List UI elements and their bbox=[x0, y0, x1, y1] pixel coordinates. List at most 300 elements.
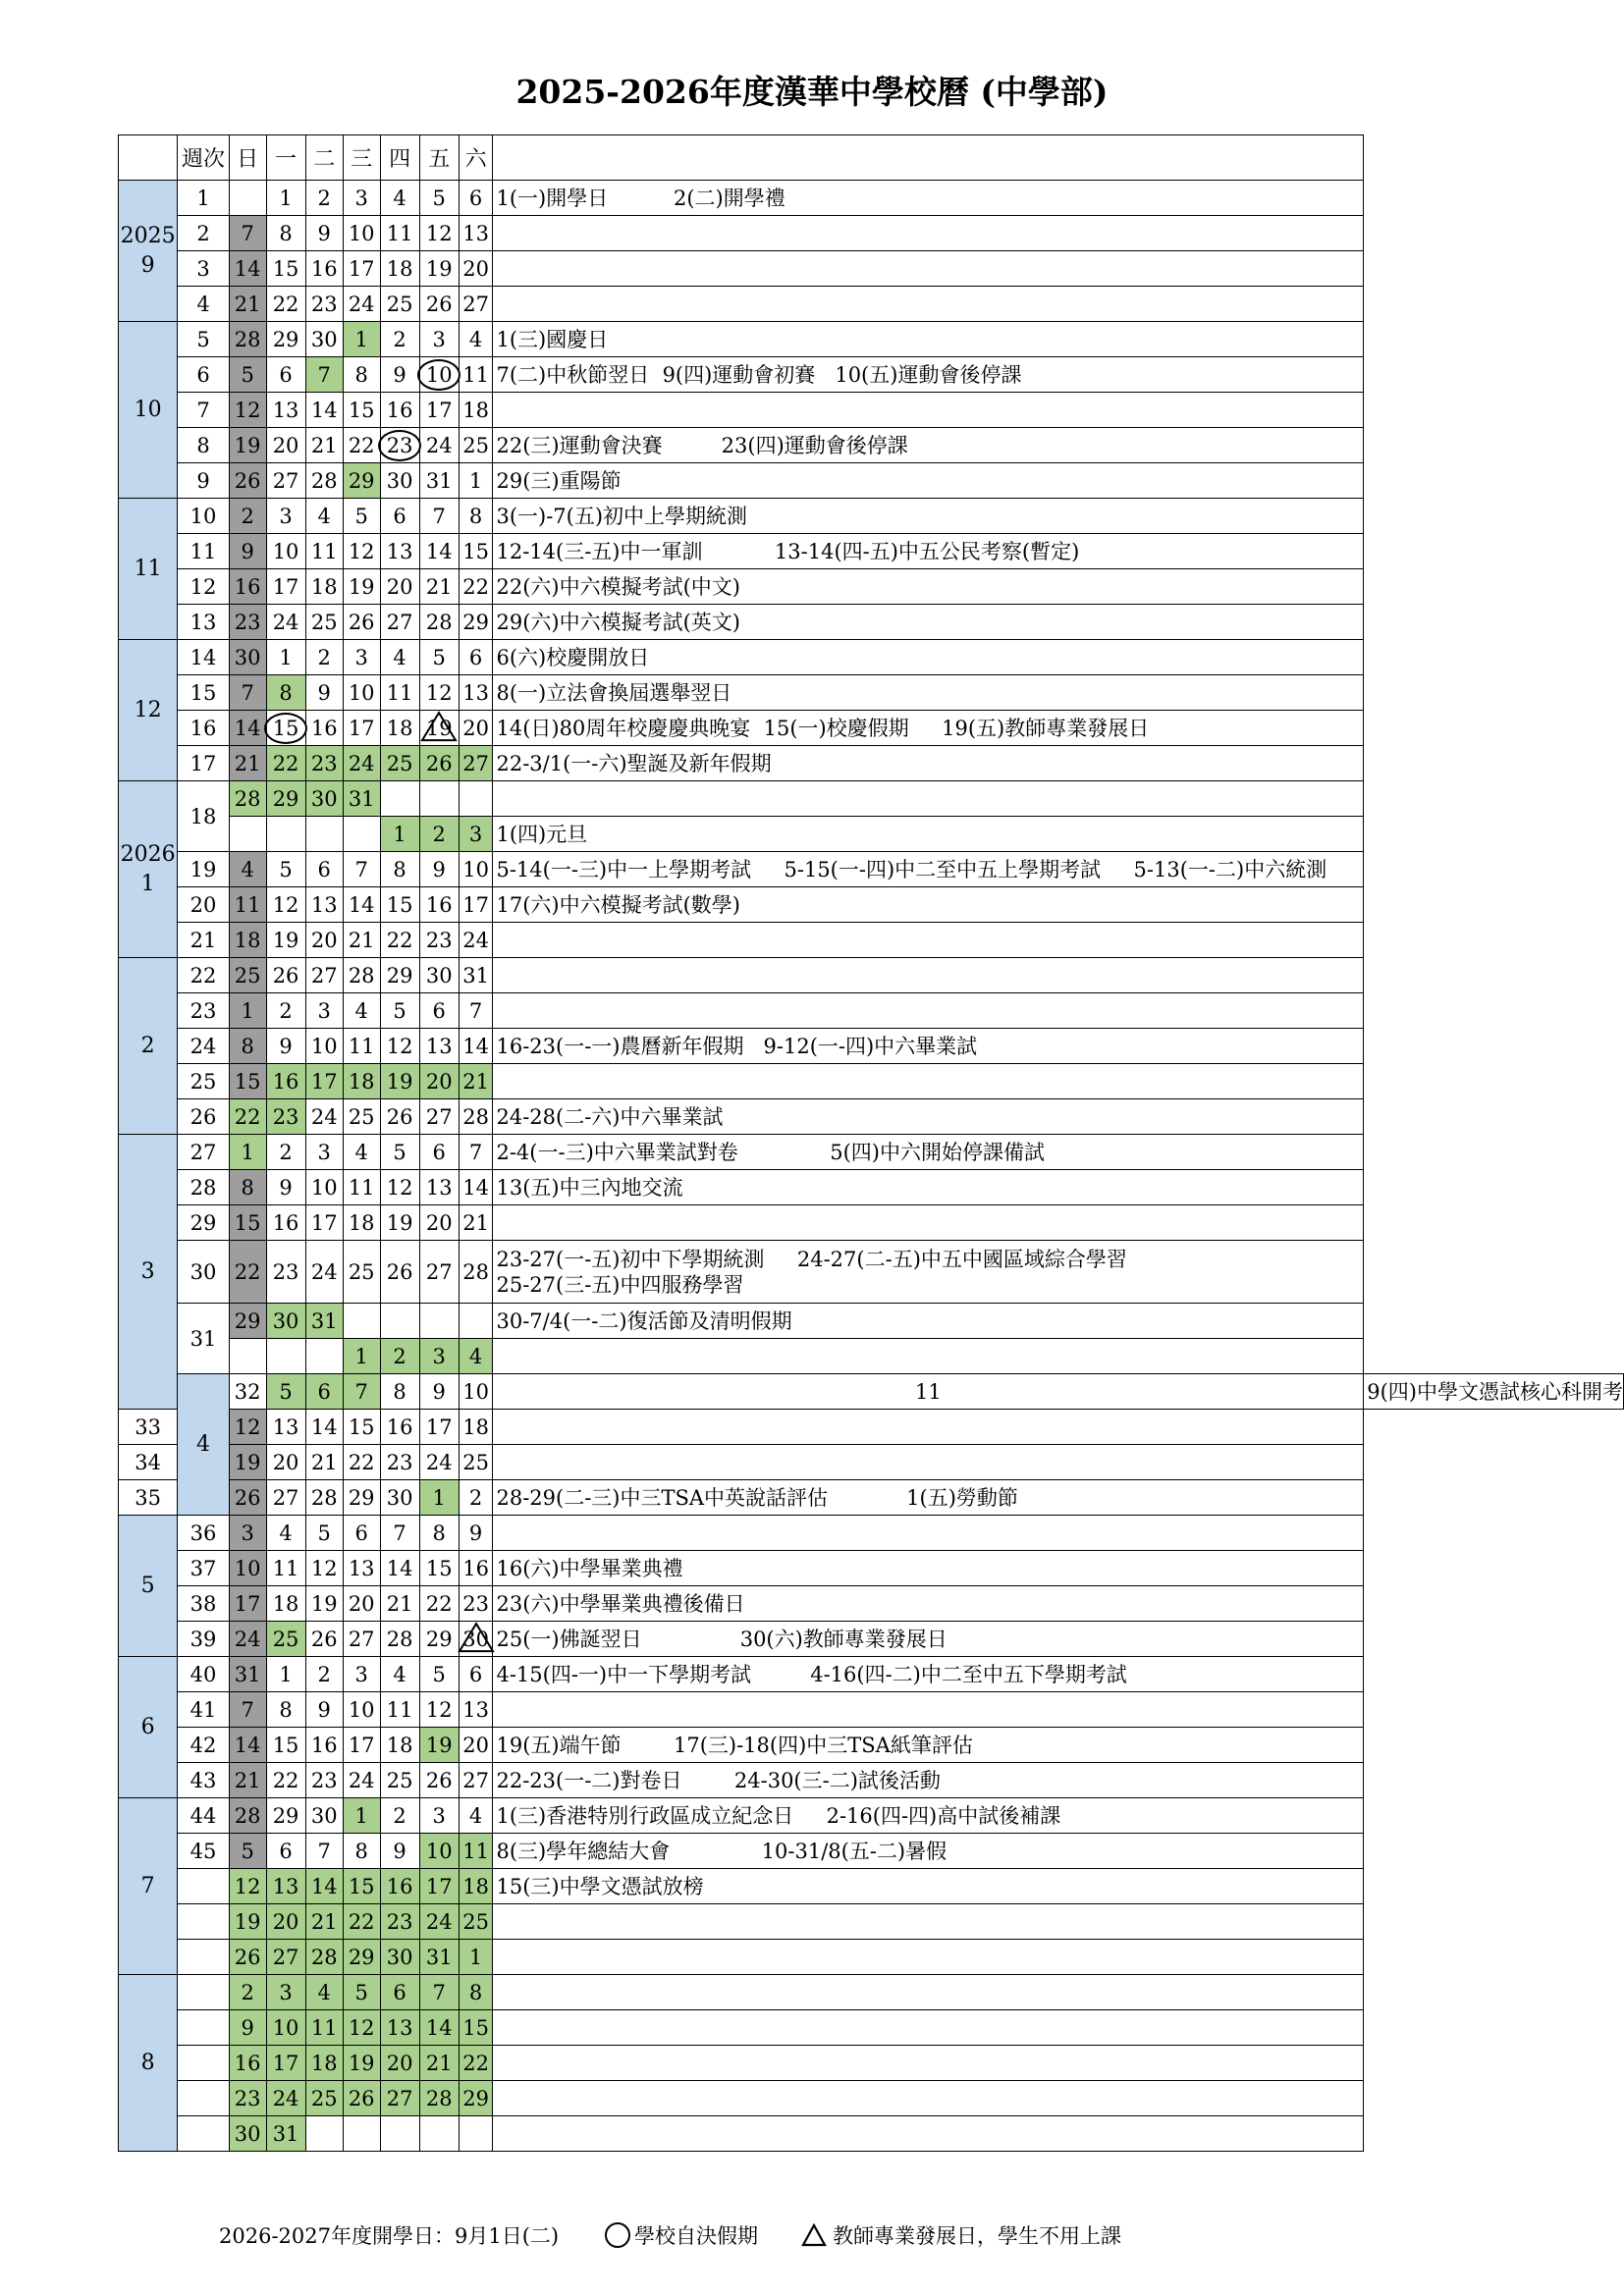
day-cell: 24 bbox=[266, 2081, 305, 2116]
triangle-day bbox=[424, 717, 454, 740]
day-cell: 25 bbox=[380, 287, 419, 322]
week-number bbox=[178, 2046, 229, 2081]
calendar-row bbox=[119, 1029, 1624, 1064]
day-cell: 15 bbox=[459, 2010, 493, 2046]
week-number: 8 bbox=[178, 428, 229, 463]
event-cell bbox=[493, 216, 1364, 251]
day-cell: 31 bbox=[419, 1940, 459, 1975]
event-cell bbox=[493, 993, 1364, 1029]
day-cell: 14 bbox=[229, 711, 266, 746]
event-text: 7(二)中秋節翌日 9(四)運動會初賽 10(五)運動會後停課 bbox=[496, 362, 1022, 387]
event-text: 22(三)運動會決賽 23(四)運動會後停課 bbox=[496, 433, 908, 457]
day-cell: 21 bbox=[305, 428, 343, 463]
day-cell: 6 bbox=[380, 1975, 419, 2010]
day-cell: 2 bbox=[459, 1480, 493, 1516]
day-cell: 12 bbox=[419, 216, 459, 251]
week-number: 45 bbox=[178, 1834, 229, 1869]
header-weekday: 日 bbox=[229, 135, 266, 181]
week-number: 34 bbox=[119, 1445, 178, 1480]
calendar-row bbox=[119, 216, 1624, 251]
calendar-row bbox=[119, 958, 1624, 993]
calendar-row bbox=[119, 605, 1624, 640]
day-cell: 10 bbox=[459, 852, 493, 887]
day-cell: 20 bbox=[419, 1064, 459, 1099]
event-cell bbox=[493, 1304, 1364, 1339]
week-number: 16 bbox=[178, 711, 229, 746]
day-cell: 26 bbox=[229, 463, 266, 499]
day-cell: 30 bbox=[229, 2116, 266, 2152]
event-cell bbox=[493, 569, 1364, 605]
day-cell: 26 bbox=[229, 1480, 266, 1516]
day-cell: 3 bbox=[305, 1135, 343, 1170]
month-label: 7 bbox=[119, 1798, 178, 1975]
day-cell: 4 bbox=[459, 322, 493, 357]
day-cell: 1 bbox=[229, 993, 266, 1029]
day-cell: 28 bbox=[343, 958, 380, 993]
week-number: 35 bbox=[119, 1480, 178, 1516]
day-cell: 7 bbox=[305, 1834, 343, 1869]
day-cell: 9 bbox=[305, 1692, 343, 1728]
day-cell: 7 bbox=[419, 499, 459, 534]
day-cell: 22 bbox=[343, 1904, 380, 1940]
day-cell: 5 bbox=[380, 993, 419, 1029]
day-cell: 20 bbox=[380, 2046, 419, 2081]
day-cell: 3 bbox=[343, 181, 380, 216]
week-number: 38 bbox=[178, 1586, 229, 1622]
day-cell: 21 bbox=[305, 1904, 343, 1940]
event-cell bbox=[493, 1869, 1364, 1904]
day-cell: 24 bbox=[343, 1763, 380, 1798]
day-cell: 6 bbox=[459, 640, 493, 675]
week-number: 28 bbox=[178, 1170, 229, 1205]
header-events bbox=[493, 135, 1364, 181]
week-number bbox=[178, 2010, 229, 2046]
day-cell: 16 bbox=[380, 393, 419, 428]
day-cell: 27 bbox=[380, 2081, 419, 2116]
day-cell: 11 bbox=[380, 216, 419, 251]
day-cell: 19 bbox=[343, 2046, 380, 2081]
day-cell: 21 bbox=[229, 1763, 266, 1798]
month-label: 10 bbox=[119, 322, 178, 499]
day-cell bbox=[419, 781, 459, 817]
day-cell: 27 bbox=[419, 1099, 459, 1135]
day-cell: 8 bbox=[343, 357, 380, 393]
week-number: 42 bbox=[178, 1728, 229, 1763]
day-cell: 15 bbox=[419, 1551, 459, 1586]
triangle-icon bbox=[801, 2223, 827, 2247]
circled-day: 15 bbox=[272, 716, 299, 740]
day-cell: 5 bbox=[419, 1657, 459, 1692]
calendar-row bbox=[119, 1586, 1624, 1622]
week-number: 5 bbox=[178, 322, 229, 357]
calendar-row bbox=[119, 993, 1624, 1029]
day-cell: 6 bbox=[266, 1834, 305, 1869]
day-cell: 15 bbox=[343, 1869, 380, 1904]
day-cell bbox=[459, 781, 493, 817]
day-cell: 29 bbox=[343, 1940, 380, 1975]
day-cell: 9 bbox=[419, 1374, 459, 1410]
event-text: 5-14(一-三)中一上學期考試 5-15(一-四)中二至中五上學期考試 5-13(一-二)中六統測 bbox=[496, 857, 1327, 881]
day-cell: 9 bbox=[305, 216, 343, 251]
day-cell: 7 bbox=[229, 1692, 266, 1728]
event-cell bbox=[493, 1904, 1364, 1940]
day-cell: 21 bbox=[229, 287, 266, 322]
day-cell: 8 bbox=[380, 1374, 419, 1410]
week-number: 12 bbox=[178, 569, 229, 605]
event-cell bbox=[493, 852, 1364, 887]
day-cell: 11 bbox=[380, 1692, 419, 1728]
day-cell: 27 bbox=[459, 287, 493, 322]
day-cell: 16 bbox=[419, 887, 459, 923]
day-cell: 10 bbox=[343, 1692, 380, 1728]
day-cell: 9 bbox=[380, 357, 419, 393]
day-cell: 24 bbox=[459, 923, 493, 958]
day-cell: 22 bbox=[229, 1241, 266, 1304]
week-number: 29 bbox=[178, 1205, 229, 1241]
day-cell: 6 bbox=[419, 993, 459, 1029]
calendar-row bbox=[119, 1551, 1624, 1586]
day-cell: 15 bbox=[459, 534, 493, 569]
day-cell: 23 bbox=[459, 1586, 493, 1622]
day-number: 19 bbox=[425, 716, 453, 740]
day-cell: 30 bbox=[305, 322, 343, 357]
month-label: 12 bbox=[119, 640, 178, 781]
day-cell: 11 bbox=[229, 887, 266, 923]
day-cell: 22 bbox=[266, 1763, 305, 1798]
day-cell: 15 bbox=[229, 1064, 266, 1099]
day-cell: 18 bbox=[380, 251, 419, 287]
event-cell bbox=[493, 958, 1364, 993]
day-cell: 2 bbox=[229, 1975, 266, 2010]
calendar-row bbox=[119, 852, 1624, 887]
day-cell: 18 bbox=[343, 1064, 380, 1099]
event-cell bbox=[493, 1622, 1364, 1657]
day-cell: 13 bbox=[380, 534, 419, 569]
day-cell: 30 bbox=[266, 1304, 305, 1339]
day-cell: 19 bbox=[380, 1205, 419, 1241]
event-cell bbox=[493, 2116, 1364, 2152]
day-cell: 29 bbox=[266, 1798, 305, 1834]
day-cell: 26 bbox=[305, 1622, 343, 1657]
day-cell: 16 bbox=[380, 1869, 419, 1904]
day-cell: 28 bbox=[305, 1940, 343, 1975]
event-text: 29(六)中六模擬考試(英文) bbox=[496, 610, 740, 634]
week-number: 44 bbox=[178, 1798, 229, 1834]
circle-legend bbox=[605, 2220, 758, 2250]
day-cell: 20 bbox=[459, 711, 493, 746]
month-label: 4 bbox=[178, 1374, 229, 1516]
day-cell bbox=[343, 817, 380, 852]
day-cell: 13 bbox=[343, 1551, 380, 1586]
month-label: 6 bbox=[119, 1657, 178, 1798]
calendar-row bbox=[119, 181, 1624, 216]
week-number: 3 bbox=[178, 251, 229, 287]
day-cell: 11 bbox=[380, 675, 419, 711]
day-cell: 23 bbox=[229, 605, 266, 640]
day-cell: 28 bbox=[305, 1480, 343, 1516]
day-cell: 5 bbox=[419, 181, 459, 216]
calendar-header-row bbox=[119, 135, 1624, 181]
day-cell: 2 bbox=[229, 499, 266, 534]
day-cell: 28 bbox=[380, 1622, 419, 1657]
day-cell: 16 bbox=[229, 2046, 266, 2081]
day-cell: 23 bbox=[380, 1904, 419, 1940]
day-cell: 8 bbox=[343, 1834, 380, 1869]
day-cell: 19 bbox=[266, 923, 305, 958]
circled-day: 23 bbox=[386, 433, 413, 457]
calendar-row bbox=[119, 1135, 1624, 1170]
day-cell: 7 bbox=[419, 1975, 459, 2010]
day-cell: 4 bbox=[380, 1657, 419, 1692]
day-cell bbox=[343, 2116, 380, 2152]
day-cell: 31 bbox=[343, 781, 380, 817]
day-cell: 5 bbox=[266, 1374, 305, 1410]
day-cell: 5 bbox=[266, 852, 305, 887]
week-number: 36 bbox=[178, 1516, 229, 1551]
day-cell: 7 bbox=[343, 1374, 380, 1410]
day-cell: 17 bbox=[343, 711, 380, 746]
day-cell: 18 bbox=[380, 711, 419, 746]
day-cell: 30 bbox=[380, 463, 419, 499]
day-cell: 4 bbox=[305, 499, 343, 534]
day-cell: 12 bbox=[266, 887, 305, 923]
day-cell bbox=[266, 711, 305, 746]
day-cell: 14 bbox=[419, 534, 459, 569]
week-number: 21 bbox=[178, 923, 229, 958]
day-cell: 9 bbox=[380, 1834, 419, 1869]
day-cell: 29 bbox=[380, 958, 419, 993]
day-cell: 14 bbox=[459, 1170, 493, 1205]
day-cell: 18 bbox=[459, 1410, 493, 1445]
day-cell: 29 bbox=[459, 605, 493, 640]
calendar-table bbox=[118, 134, 1624, 2152]
day-cell: 23 bbox=[266, 1241, 305, 1304]
day-cell: 5 bbox=[229, 1834, 266, 1869]
day-cell: 20 bbox=[343, 1586, 380, 1622]
day-cell: 16 bbox=[305, 711, 343, 746]
event-cell bbox=[493, 817, 1364, 852]
day-cell: 17 bbox=[305, 1064, 343, 1099]
day-cell: 5 bbox=[343, 499, 380, 534]
day-cell: 14 bbox=[305, 1869, 343, 1904]
day-cell: 16 bbox=[229, 569, 266, 605]
day-cell: 29 bbox=[229, 1304, 266, 1339]
day-cell: 10 bbox=[266, 2010, 305, 2046]
day-cell: 21 bbox=[419, 569, 459, 605]
day-cell: 23 bbox=[305, 1763, 343, 1798]
day-cell: 17 bbox=[419, 393, 459, 428]
day-cell: 16 bbox=[305, 251, 343, 287]
day-cell: 7 bbox=[459, 993, 493, 1029]
circle-legend-label: 學校自決假期 bbox=[634, 2224, 758, 2248]
day-cell: 12 bbox=[229, 393, 266, 428]
day-cell: 18 bbox=[266, 1586, 305, 1622]
day-cell: 24 bbox=[419, 428, 459, 463]
event-cell bbox=[1364, 1374, 1624, 1410]
day-cell: 28 bbox=[229, 1798, 266, 1834]
day-cell: 13 bbox=[459, 1692, 493, 1728]
day-cell: 13 bbox=[266, 1410, 305, 1445]
day-cell: 3 bbox=[229, 1516, 266, 1551]
day-cell: 7 bbox=[229, 675, 266, 711]
day-cell: 30 bbox=[305, 1798, 343, 1834]
event-cell bbox=[493, 1657, 1364, 1692]
event-text: 16-23(一-一)農曆新年假期 9-12(一-四)中六畢業試 bbox=[496, 1034, 978, 1058]
calendar-row bbox=[119, 1622, 1624, 1657]
day-cell: 9 bbox=[229, 534, 266, 569]
calendar-row bbox=[119, 1241, 1624, 1304]
day-cell: 18 bbox=[343, 1205, 380, 1241]
day-cell: 6 bbox=[419, 1135, 459, 1170]
day-cell: 14 bbox=[419, 2010, 459, 2046]
week-number: 11 bbox=[178, 534, 229, 569]
calendar-row bbox=[119, 1099, 1624, 1135]
day-cell: 13 bbox=[419, 1029, 459, 1064]
circle-icon bbox=[605, 2222, 630, 2248]
day-cell: 20 bbox=[266, 428, 305, 463]
month-label: 2 bbox=[119, 958, 178, 1135]
calendar-row bbox=[119, 1940, 1624, 1975]
day-cell bbox=[343, 1304, 380, 1339]
header-weekday: 六 bbox=[459, 135, 493, 181]
event-cell bbox=[493, 322, 1364, 357]
calendar-row bbox=[119, 746, 1624, 781]
day-cell: 22 bbox=[380, 923, 419, 958]
day-cell: 11 bbox=[343, 1029, 380, 1064]
day-cell: 14 bbox=[305, 393, 343, 428]
day-cell bbox=[419, 357, 459, 393]
day-cell: 22 bbox=[419, 1586, 459, 1622]
month-label: 11 bbox=[119, 499, 178, 640]
event-cell bbox=[493, 1029, 1364, 1064]
day-cell: 31 bbox=[459, 958, 493, 993]
day-cell: 22 bbox=[459, 2046, 493, 2081]
day-cell bbox=[459, 1622, 493, 1657]
day-cell: 1 bbox=[266, 1657, 305, 1692]
day-cell: 1 bbox=[459, 463, 493, 499]
day-cell: 5 bbox=[343, 1975, 380, 2010]
calendar-row bbox=[119, 499, 1624, 534]
week-number: 14 bbox=[178, 640, 229, 675]
day-cell: 24 bbox=[343, 746, 380, 781]
calendar-row bbox=[119, 1516, 1624, 1551]
day-cell: 14 bbox=[229, 1728, 266, 1763]
day-cell: 26 bbox=[343, 605, 380, 640]
day-cell: 12 bbox=[343, 534, 380, 569]
event-text: 23(六)中學畢業典禮後備日 bbox=[496, 1591, 745, 1616]
day-cell: 9 bbox=[305, 675, 343, 711]
day-cell bbox=[419, 1304, 459, 1339]
event-text: 28-29(二-三)中三TSA中英說話評估 1(五)勞動節 bbox=[496, 1485, 1018, 1510]
day-cell: 23 bbox=[266, 1099, 305, 1135]
day-cell: 20 bbox=[266, 1904, 305, 1940]
day-cell: 8 bbox=[419, 1516, 459, 1551]
event-cell bbox=[493, 357, 1364, 393]
day-cell: 27 bbox=[380, 605, 419, 640]
day-cell: 9 bbox=[419, 852, 459, 887]
day-cell: 26 bbox=[419, 746, 459, 781]
day-cell: 15 bbox=[343, 1410, 380, 1445]
day-cell: 12 bbox=[380, 1170, 419, 1205]
day-cell: 29 bbox=[459, 2081, 493, 2116]
day-cell: 8 bbox=[266, 216, 305, 251]
event-text: 4-15(四-一)中一下學期考試 4-16(四-二)中二至中五下學期考試 bbox=[496, 1662, 1127, 1686]
day-cell: 11 bbox=[343, 1170, 380, 1205]
day-cell: 25 bbox=[229, 958, 266, 993]
event-cell bbox=[493, 2046, 1364, 2081]
event-text: 9(四)中學文憑試核心科開考 bbox=[1367, 1379, 1623, 1404]
day-cell: 9 bbox=[459, 1516, 493, 1551]
event-cell bbox=[493, 463, 1364, 499]
day-cell: 31 bbox=[419, 463, 459, 499]
week-number: 18 bbox=[178, 781, 229, 852]
day-cell: 18 bbox=[380, 1728, 419, 1763]
event-cell bbox=[493, 2010, 1364, 2046]
day-cell: 12 bbox=[229, 1410, 266, 1445]
day-cell bbox=[380, 781, 419, 817]
day-cell: 6 bbox=[266, 357, 305, 393]
calendar-row bbox=[119, 1339, 1624, 1374]
event-cell bbox=[493, 499, 1364, 534]
event-cell bbox=[493, 711, 1364, 746]
triangle-legend bbox=[801, 2220, 1121, 2250]
calendar-row bbox=[119, 357, 1624, 393]
day-cell: 26 bbox=[266, 958, 305, 993]
day-cell: 3 bbox=[459, 817, 493, 852]
day-cell: 6 bbox=[459, 181, 493, 216]
day-cell: 30 bbox=[305, 781, 343, 817]
day-cell: 1 bbox=[266, 640, 305, 675]
event-text: 25(一)佛誕翌日 30(六)教師專業發展日 bbox=[496, 1627, 947, 1651]
day-cell: 17 bbox=[343, 251, 380, 287]
event-cell bbox=[493, 251, 1364, 287]
calendar-row bbox=[119, 781, 1624, 817]
day-cell: 20 bbox=[380, 569, 419, 605]
day-cell: 22 bbox=[266, 746, 305, 781]
day-cell: 23 bbox=[229, 2081, 266, 2116]
day-cell: 30 bbox=[229, 640, 266, 675]
day-cell: 27 bbox=[459, 1763, 493, 1798]
day-cell: 25 bbox=[343, 1241, 380, 1304]
month-label: 5 bbox=[119, 1516, 178, 1657]
calendar-row bbox=[119, 322, 1624, 357]
event-cell bbox=[493, 1586, 1364, 1622]
week-number bbox=[178, 1904, 229, 1940]
event-text: 1(四)元旦 bbox=[496, 822, 588, 846]
day-cell: 3 bbox=[343, 640, 380, 675]
day-cell bbox=[305, 817, 343, 852]
day-cell: 4 bbox=[343, 1135, 380, 1170]
event-text: 25-27(三-五)中四服務學習 bbox=[496, 1272, 744, 1297]
event-cell bbox=[493, 675, 1364, 711]
day-cell: 6 bbox=[305, 1374, 343, 1410]
event-text: 8(三)學年總結大會 10-31/8(五-二)暑假 bbox=[496, 1839, 947, 1863]
day-cell bbox=[380, 1304, 419, 1339]
day-cell: 10 bbox=[305, 1029, 343, 1064]
day-cell: 10 bbox=[343, 675, 380, 711]
event-cell bbox=[493, 640, 1364, 675]
month-label: 2025 9 bbox=[119, 181, 178, 322]
event-cell bbox=[493, 781, 1364, 817]
day-cell: 19 bbox=[419, 1728, 459, 1763]
day-cell: 9 bbox=[229, 2010, 266, 2046]
day-cell bbox=[305, 1339, 343, 1374]
day-cell: 2 bbox=[380, 1798, 419, 1834]
day-cell: 17 bbox=[459, 887, 493, 923]
day-cell: 7 bbox=[380, 1516, 419, 1551]
day-cell: 2 bbox=[305, 1657, 343, 1692]
calendar-row bbox=[119, 534, 1624, 569]
